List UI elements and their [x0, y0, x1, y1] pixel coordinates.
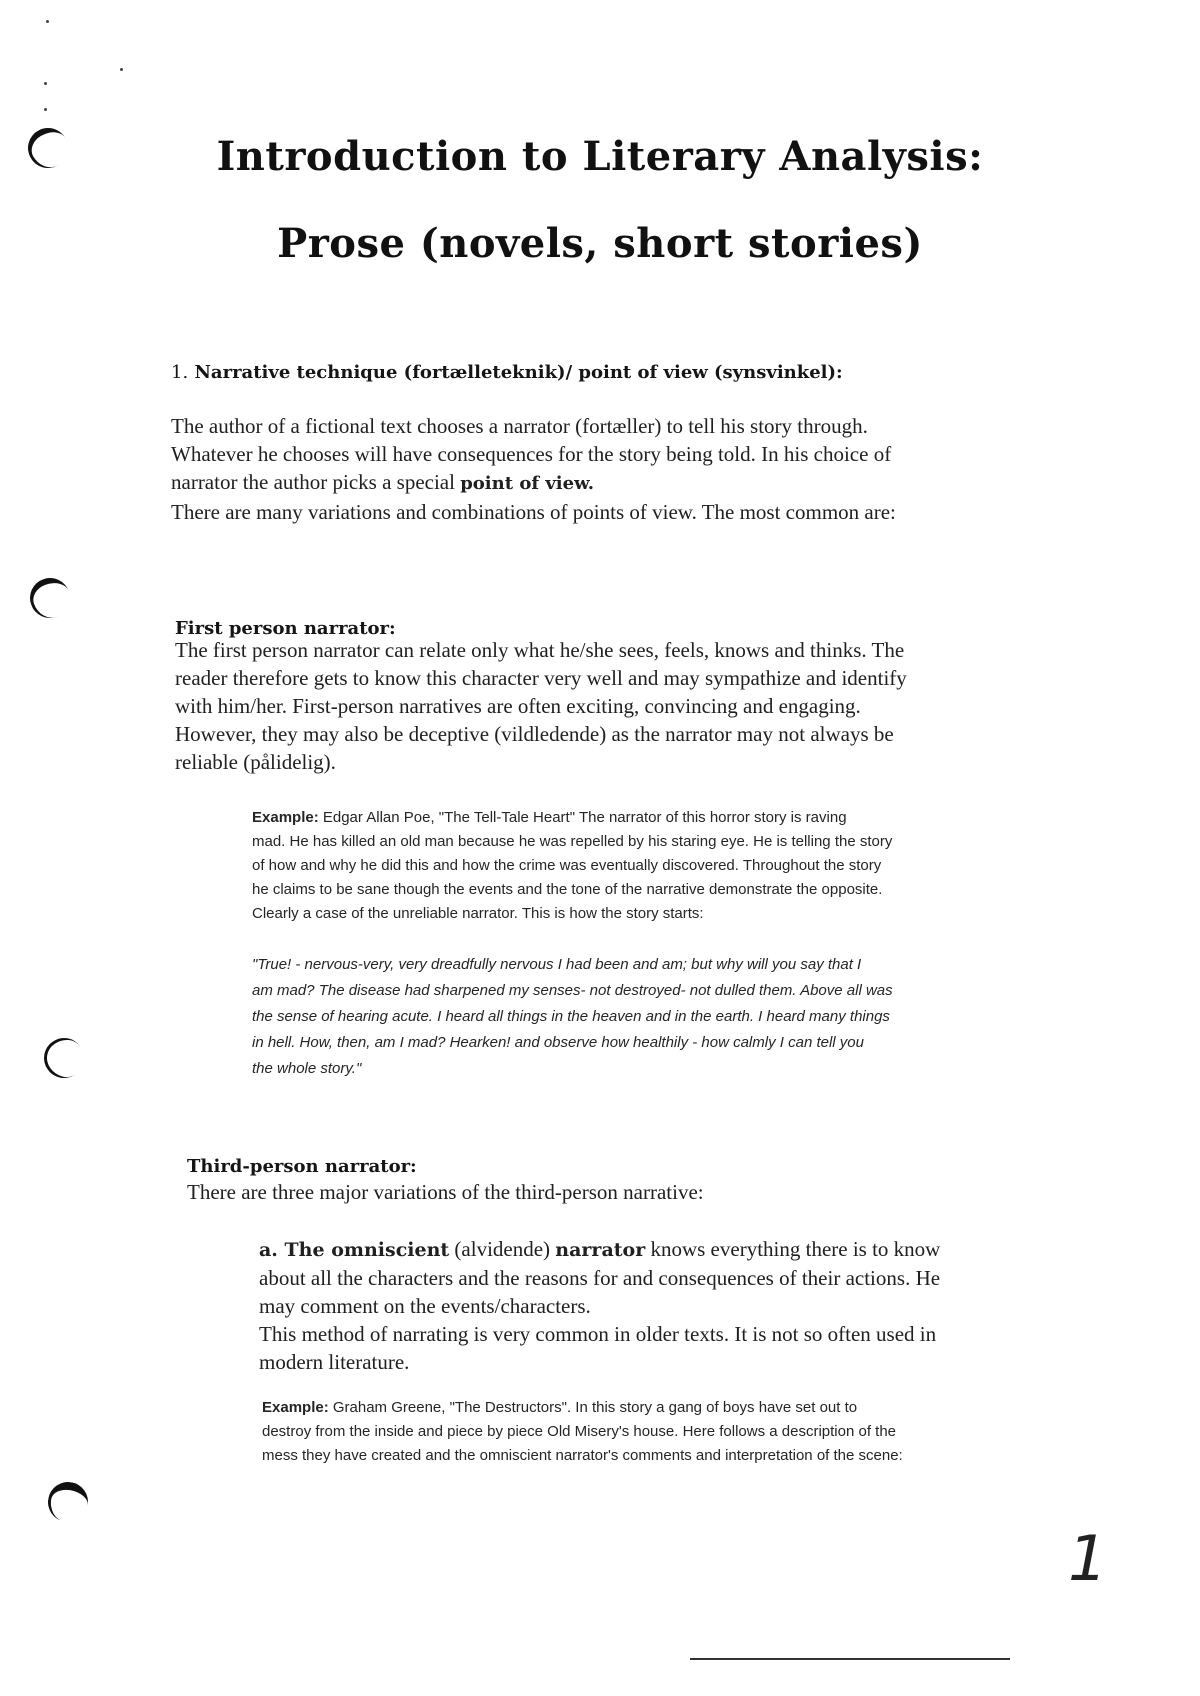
poe-example [252, 806, 892, 926]
text-line: Whatever he chooses will have consequences for the story being told. In his choice of [171, 442, 892, 466]
text-line: modern literature. [259, 1350, 410, 1374]
quote-line: am mad? The disease had sharpened my senses- not destroyed- not dulled them. Above all was [252, 982, 893, 999]
scan-speck [120, 68, 123, 71]
text-line: may comment on the events/characters. [259, 1294, 591, 1318]
example-label: Example: [252, 809, 319, 826]
quote-line: in hell. How, then, am I mad? Hearken! and observe how healthily - how calmly I can tell you [252, 1034, 864, 1051]
scan-speck [44, 82, 47, 85]
section-number: 1. [171, 362, 189, 383]
example-label: Example: [262, 1399, 329, 1416]
text-run: knows everything there is to know [645, 1237, 941, 1261]
text-line [252, 806, 892, 830]
text-run: (alvidende) [449, 1237, 556, 1261]
text-line: mad. He has killed an old man because he was repelled by his staring eye. He is telling the story [252, 833, 893, 850]
text-line: The first person narrator can relate only what he/she sees, feels, knows and thinks. The [175, 638, 905, 662]
text-line: However, they may also be deceptive (vildledende) as the narrator may not always be [175, 722, 894, 746]
text-line: This method of narrating is very common in older texts. It is not so often used in [259, 1322, 937, 1346]
document-title-line1: Introduction to Literary Analysis: [216, 133, 984, 180]
text-line: about all the characters and the reasons for and consequences of their actions. He [259, 1266, 941, 1290]
point-of-view-term: point of view. [460, 473, 595, 494]
text-run: narrator the author picks a special [171, 470, 461, 494]
section-heading-narrative-technique [171, 362, 843, 383]
text-line: of how and why he did this and how the crime was eventually discovered. Throughout the story [252, 857, 882, 874]
document-title-line2: Prose (novels, short stories) [277, 220, 923, 267]
text-line: The author of a fictional text chooses a narrator (fortæller) to tell his story through. [171, 414, 868, 438]
text-line [262, 1396, 903, 1420]
text-line [259, 1235, 940, 1264]
text-line: destroy from the inside and piece by piece Old Misery's house. Here follows a description of the [262, 1423, 897, 1440]
punch-hole-mark [45, 1479, 91, 1525]
scan-speck [44, 108, 47, 111]
scan-speck [46, 20, 49, 23]
intro-paragraph [171, 412, 896, 526]
text-line [171, 468, 896, 498]
bottom-rule [690, 1658, 1010, 1660]
quote-line: the sense of hearing acute. I heard all things in the heaven and in the earth. I heard many things [252, 1008, 890, 1025]
punch-hole-mark [36, 1030, 92, 1086]
quote-line: the whole story." [252, 1060, 362, 1077]
text-line: There are many variations and combinations of points of view. The most common are: [171, 500, 896, 524]
quote-line: "True! - nervous-very, very dreadfully nervous I had been and am; but why will you say that I [252, 956, 862, 973]
third-person-intro: There are three major variations of the third-person narrative: [187, 1180, 704, 1204]
text-line: reader therefore gets to know this character very well and may sympathize and identify [175, 666, 907, 690]
text-line: reliable (pålidelig). [175, 750, 336, 774]
first-person-paragraph [175, 636, 907, 776]
text-run: Graham Greene, "The Destructors". In this story a gang of boys have set out to [328, 1399, 858, 1416]
first-person-heading: First person narrator: [175, 618, 396, 639]
third-person-heading: Third-person narrator: [187, 1156, 417, 1177]
text-run: Edgar Allan Poe, "The Tell-Tale Heart" The narrator of this horror story is raving [318, 809, 847, 826]
page-number: 1 [1068, 1522, 1108, 1595]
text-line: with him/her. First-person narratives are often exciting, convincing and engaging. [175, 694, 861, 718]
poe-quote [252, 952, 893, 1082]
omniscient-narrator-paragraph [259, 1235, 940, 1376]
text-line: he claims to be sane though the events and the tone of the narrative demonstrate the opposite. [252, 881, 883, 898]
section-heading-text: Narrative technique (fortælleteknik)/ point of view (synsvinkel): [194, 362, 843, 383]
text-line: Clearly a case of the unreliable narrator. This is how the story starts: [252, 905, 704, 922]
greene-example [262, 1396, 903, 1468]
omniscient-term: a. The omniscient [259, 1239, 450, 1261]
text-line: mess they have created and the omniscient narrator's comments and interpretation of the scene: [262, 1447, 903, 1464]
narrator-term: narrator [555, 1239, 646, 1261]
punch-hole-mark [24, 572, 75, 623]
